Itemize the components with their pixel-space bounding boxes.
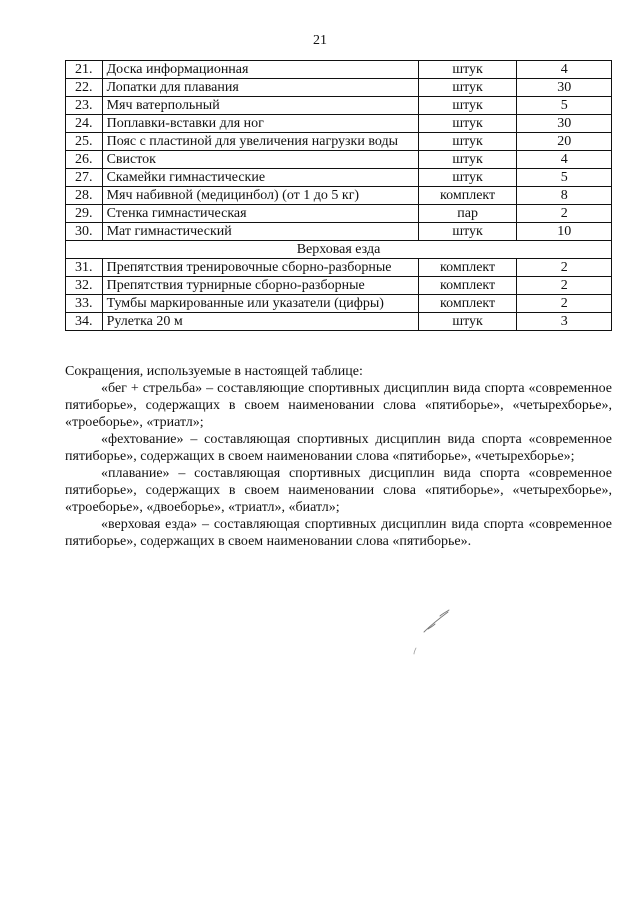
page-number: 21 (313, 33, 327, 48)
table-row (66, 61, 612, 79)
quantity-cell: 4 (517, 61, 612, 79)
row-number-cell: 34. (66, 313, 103, 331)
item-name-cell: Мяч ватерпольный (102, 97, 418, 115)
quantity-cell: 10 (517, 223, 612, 241)
item-name-cell: Тумбы маркированные или указатели (цифры) (102, 295, 418, 313)
table-row (66, 187, 612, 205)
item-name-cell: Препятствия турнирные сборно-разборные (102, 277, 418, 295)
section-title: Верховая езда (66, 241, 612, 259)
quantity-cell: 2 (517, 205, 612, 223)
table-row (66, 259, 612, 277)
table-row (66, 133, 612, 151)
table-row (66, 169, 612, 187)
item-name-cell: Мат гимнастический (102, 223, 418, 241)
quantity-cell: 8 (517, 187, 612, 205)
item-name-cell: Пояс с пластиной для увеличения нагрузки воды (102, 133, 418, 151)
item-name-cell: Поплавки-вставки для ног (102, 115, 418, 133)
quantity-cell: 2 (517, 259, 612, 277)
unit-cell: пар (418, 205, 517, 223)
row-number-cell: 30. (66, 223, 103, 241)
unit-cell: комплект (418, 187, 517, 205)
unit-cell: комплект (418, 259, 517, 277)
table-row (66, 295, 612, 313)
unit-cell: штук (418, 151, 517, 169)
item-name-cell: Скамейки гимнастические (102, 169, 418, 187)
section-row (66, 241, 612, 259)
row-number-cell: 29. (66, 205, 103, 223)
row-number-cell: 33. (66, 295, 103, 313)
table-row (66, 151, 612, 169)
unit-cell: штук (418, 313, 517, 331)
unit-cell: комплект (418, 277, 517, 295)
row-number-cell: 32. (66, 277, 103, 295)
row-number-cell: 25. (66, 133, 103, 151)
abbreviations-section (65, 363, 612, 550)
abbreviation-item: «плавание» – составляющая спортивных дисциплин вида спорта «современное пятиборье», содержащих в своем наименовании слова «пятиборье», «четырехборье», «троеборье», «двоеборье», «триатл», «биатл»; (65, 466, 612, 515)
unit-cell: штук (418, 61, 517, 79)
item-name-cell: Стенка гимнастическая (102, 205, 418, 223)
quantity-cell: 5 (517, 97, 612, 115)
item-name-cell: Препятствия тренировочные сборно-разборные (102, 259, 418, 277)
row-number-cell: 28. (66, 187, 103, 205)
abbreviation-item: «фехтование» – составляющая спортивных дисциплин вида спорта «современное пятиборье», содержащих в своем наименовании слова «пятиборье», «четырехборье»; (65, 432, 612, 464)
row-number-cell: 21. (66, 61, 103, 79)
equipment-table (65, 60, 612, 331)
row-number-cell: 23. (66, 97, 103, 115)
table-row (66, 205, 612, 223)
unit-cell: штук (418, 223, 517, 241)
abbreviations-heading: Сокращения, используемые в настоящей таблице: (65, 364, 363, 379)
item-name-cell: Свисток (102, 151, 418, 169)
table-row (66, 313, 612, 331)
table-row (66, 223, 612, 241)
row-number-cell: 31. (66, 259, 103, 277)
table-row (66, 277, 612, 295)
table-row (66, 79, 612, 97)
row-number-cell: 27. (66, 169, 103, 187)
quantity-cell: 2 (517, 277, 612, 295)
unit-cell: штук (418, 79, 517, 97)
unit-cell: штук (418, 169, 517, 187)
quantity-cell: 3 (517, 313, 612, 331)
table-row (66, 97, 612, 115)
unit-cell: штук (418, 97, 517, 115)
quantity-cell: 30 (517, 115, 612, 133)
row-number-cell: 24. (66, 115, 103, 133)
quantity-cell: 30 (517, 79, 612, 97)
signature-mark (402, 602, 462, 662)
abbreviation-item: «бег + стрельба» – составляющие спортивных дисциплин вида спорта «современное пятиборье», содержащих в своем наименовании слова «пятиборье», «четырехборье», «троеборье», «триатл»; (65, 381, 612, 430)
row-number-cell: 26. (66, 151, 103, 169)
quantity-cell: 20 (517, 133, 612, 151)
equipment-table-body (66, 61, 612, 331)
unit-cell: комплект (418, 295, 517, 313)
quantity-cell: 2 (517, 295, 612, 313)
table-row (66, 115, 612, 133)
quantity-cell: 5 (517, 169, 612, 187)
quantity-cell: 4 (517, 151, 612, 169)
item-name-cell: Доска информационная (102, 61, 418, 79)
item-name-cell: Мяч набивной (медицинбол) (от 1 до 5 кг) (102, 187, 418, 205)
item-name-cell: Лопатки для плавания (102, 79, 418, 97)
unit-cell: штук (418, 115, 517, 133)
item-name-cell: Рулетка 20 м (102, 313, 418, 331)
row-number-cell: 22. (66, 79, 103, 97)
unit-cell: штук (418, 133, 517, 151)
abbreviation-item: «верховая езда» – составляющая спортивных дисциплин вида спорта «современное пятиборье», содержащих в своем наименовании слова «пятиборье». (65, 517, 612, 549)
